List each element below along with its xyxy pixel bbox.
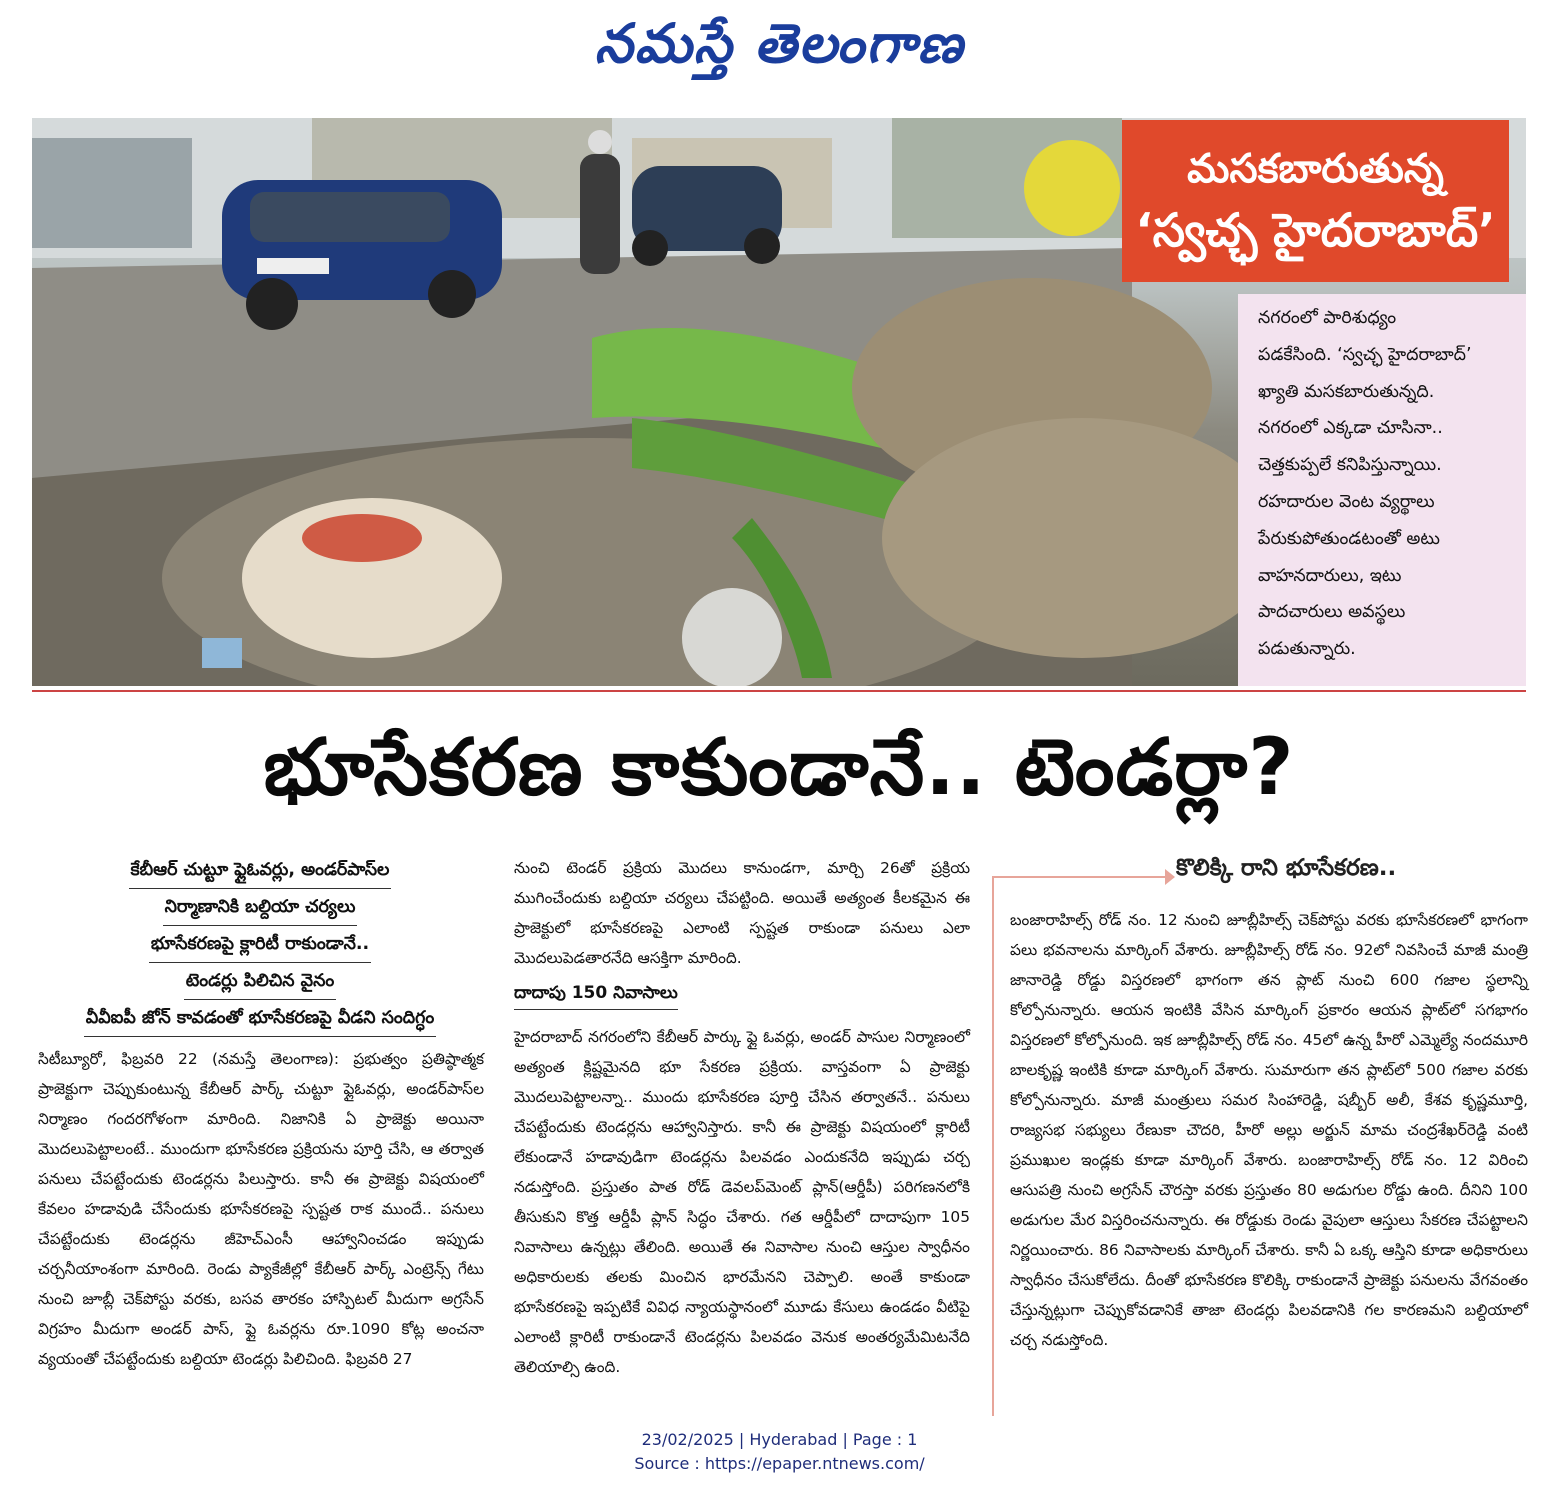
section-divider: [32, 690, 1526, 692]
deck: [40, 852, 480, 1037]
deck-line-text: నిర్మాణానికి బల్దియా చర్యలు: [163, 889, 358, 926]
caption-line: చెత్తకుప్పలే కనిపిస్తున్నాయి.: [1258, 455, 1442, 476]
caption-line: నగరంలో ఎక్కడా చూసినా..: [1258, 418, 1443, 439]
deck-line-text: భూసేకరణపై క్లారిటీ రాకుండానే..: [149, 926, 371, 963]
box-title: కొలిక్కి రాని భూసేకరణ..: [1176, 855, 1397, 881]
article-subhead: దాదాపు 150 నివాసాలు: [514, 983, 678, 1010]
deck-line-text: వీవీఐపీ జోన్ కావడంతో భూసేకరణపై వీడని సందిగ్ధం: [84, 1000, 436, 1037]
masthead-title: నమస్తే తెలంగాణ: [594, 11, 965, 75]
headline-text: భూసేకరణ కాకుండానే.. టెండర్లా?: [263, 722, 1295, 813]
caption-line: పాదచారులు అవస్థలు: [1258, 602, 1406, 623]
article-column-2-top: నుంచి టెండర్ ప్రక్రియ మొదలు కానుండగా, మార్చి 26తో ప్రక్రియ ముగించేందుకు బల్దియా చర్యలు చేపట్టింది. అయితే అత్యంత కీలకమైన ఈ ప్రాజెక్టులో భూసేకరణపై ఎలాంటి స్పష్టత రాకుండా పనులు ఎలా మొదలుపెడతారనేది ఆసక్తిగా మారింది.: [514, 859, 970, 967]
caption-line: నగరంలో పారిశుధ్యం: [1258, 308, 1397, 328]
article-column-1: సిటీబ్యూరో, ఫిబ్రవరి 22 (నమస్తే తెలంగాణ): ప్రభుత్వం ప్రతిష్ఠాత్మక ప్రాజెక్టుగా చెప్పుకుంటున్న కేబీఆర్ పార్క్ చుట్టూ ఫ్లైఓవర్లు, అండర్‌పాస్‌ల నిర్మాణం గందరగోళంగా మారింది. నిజానికి ఏ ప్రాజెక్టు అయినా మొదలుపెట్టాలంటే.. ముందుగా భూసేకరణ ప్రక్రియను పూర్తి చేసి, ఆ తర్వాత పనులు చేపట్టేందుకు టెండర్లను పిలుస్తారు. కానీ ఈ ప్రాజెక్టు విషయంలో కేవలం హడావుడి చేసేందుకు భూసేకరణపై స్పష్టత రాక ముందే.. పనులు చేపట్టేందుకు టెండర్లను జీహెచ్‌ఎంసీ ఆహ్వానించడం ఇప్పుడు చర్చనీయాంశంగా మారింది. రెండు ప్యాకేజీల్లో కేబీఆర్ పార్క్ ఎంట్రెన్స్ గేటు నుంచి జూబ్లీ చెక్‌పోస్టు వరకు, బసవ తారకం హాస్పిటల్ మీదుగా అగ్రసేన్ విగ్రహం మీదుగా అండర్ పాస్, ఫ్లై ఓవర్లను రూ.1090 కోట్ల అంచనా వ్యయంతో చేపట్టేందుకు బల్దియా టెండర్లు పిలిచింది. ఫిబ్రవరి 27: [38, 1050, 484, 1368]
caption-line: పేరుకుపోతుండటంతో అటు: [1258, 528, 1440, 549]
deck-line-text: టెండర్లు పిలిచిన వైనం: [184, 963, 337, 1000]
arrow-right-icon: [1165, 869, 1175, 885]
deck-line: [40, 852, 480, 889]
page-footer: [0, 1428, 1559, 1476]
deck-line: [40, 1000, 480, 1037]
caption-line: పడుతున్నారు.: [1258, 639, 1356, 660]
caption-line: ఖ్యాతి మసకబారుతున్నది.: [1258, 381, 1435, 402]
deck-line-text: కేబీఆర్ చుట్టూ ఫ్లైఓవర్లు, అండర్‌పాస్‌ల: [129, 852, 392, 889]
deck-line: [40, 926, 480, 963]
footer-source-line[interactable]: Source : https://epaper.ntnews.com/: [634, 1454, 925, 1473]
kicker-line-1: మసకబారుతున్న: [1187, 146, 1444, 192]
caption-line: పడకేసింది. ‘స్వచ్ఛ హైదరాబాద్’: [1258, 344, 1472, 365]
kicker-line-2: ‘స్వచ్ఛ హైదరాబాద్’: [1135, 203, 1496, 257]
article-column-3: బంజారాహిల్స్ రోడ్ నం. 12 నుంచి జూబ్లీహిల్స్ చెక్‌పోస్టు వరకు భూసేకరణలో భాగంగా పలు భవనాలను మార్కింగ్ వేశారు. జూబ్లీహిల్స్ రోడ్ నం. 92లో నివసించే మాజీ మంత్రి జానారెడ్డి రోడ్డు విస్తరణలో భాగంగా తన ప్లాట్ నుంచి 600 గజాల స్థలాన్ని కోల్పోనున్నారు. ఆయన ఇంటికి వేసిన మార్కింగ్ ప్రకారం ఆయన ప్లాట్‌లో సగభాగం విస్తరణలో కోల్పోనుంది. ఇక జూబ్లీహిల్స్ రోడ్ నం. 45లో ఉన్న హీరో ఎమ్మెల్యే నందమూరి బాలకృష్ణ ఇంటికి కూడా మార్కింగ్ వేశారు. సుమారుగా తన ప్లాట్‌లో 500 గజాల వరకు కోల్పోనున్నారు. మాజీ మంత్రులు సమర సింహారెడ్డి, షబ్బీర్ అలీ, కేశవ కృష్ణమూర్తి, రాజ్యసభ సభ్యులు రేణుకా చౌదరి, హీరో అల్లు అర్జున్ మామ చంద్రశేఖర్‌రెడ్డి వంటి ప్రముఖుల ఇండ్లకు కూడా మార్కింగ్ వేశారు. బంజారాహిల్స్ రోడ్ నం. 12 విరించి ఆసుపత్రి నుంచి అగ్రసేన్ చౌరస్తా వరకు ప్రస్తుతం 80 అడుగుల రోడ్డు ఉంది. దీనిని 100 అడుగుల మేర విస్తరించనున్నారు. ఈ రోడ్డుకు రెండు వైపులా ఆస్తులు సేకరణ చేపట్టాలని నిర్ణయించారు. 86 నివాసాలకు మార్కింగ్ చేశారు. కానీ ఏ ఒక్క ఆస్తిని కూడా అధికారులు స్వాధీనం చేసుకోలేదు. దీంతో భూసేకరణ కొలిక్కి రాకుండానే ప్రాజెక్టు పనులను వేగవంతం చేస్తున్నట్లుగా చెప్పుకోవడానికే తాజా టెండర్లు పిలవడానికి గల కారణమని బల్దియాలో చర్చ నడుస్తోంది.: [1010, 911, 1528, 1349]
box-frame-horizontal: [992, 876, 1170, 878]
headline: [32, 702, 1526, 852]
caption-line: వాహనదారులు, ఇటు: [1258, 565, 1402, 586]
deck-line: [40, 889, 480, 926]
kicker-box: [1122, 120, 1509, 282]
photo-caption-box: [1238, 294, 1526, 686]
deck-line: [40, 963, 480, 1000]
box-frame-vertical: [992, 876, 994, 1416]
footer-date-line: 23/02/2025 | Hyderabad | Page : 1: [641, 1430, 918, 1449]
masthead: [0, 0, 1559, 100]
article-column-2-bottom: హైదరాబాద్ నగరంలోని కేబీఆర్ పార్కు ఫ్లై ఓవర్లు, అండర్ పాసుల నిర్మాణంలో అత్యంత క్లిష్టమైనది భూ సేకరణ ప్రక్రియ. వాస్తవంగా ఏ ప్రాజెక్టు మొదలుపెట్టాలన్నా.. ముందు భూసేకరణ పూర్తి చేసిన తర్వాతనే.. పనులు చేపట్టేందుకు టెండర్లను ఆహ్వానిస్తారు. కానీ ఈ ప్రాజెక్టు విషయంలో క్లారిటీ లేకుండానే హడావుడిగా టెండర్లను పిలవడం ఎందుకనేది ఇప్పుడు చర్చ నడుస్తోంది. ప్రస్తుతం పాత రోడ్ డెవలప్‌మెంట్ ప్లాన్(ఆర్డీపీ) పరిగణనలోకి తీసుకుని కొత్త ఆర్డీపీ ప్లాన్ సిద్ధం చేశారు. గత ఆర్డీపీలో దాదాపుగా 105 నివాసాలు ఉన్నట్లు తేలింది. అయితే ఈ నివాసాల నుంచి ఆస్తుల స్వాధీనం అధికారులకు తలకు మించిన భారమేనని చెప్పాలి. అంతే కాకుండా భూసేకరణపై ఇప్పటికే వివిధ న్యాయస్థానంలో మూడు కేసులు ఉండడం వీటిపై ఎలాంటి క్లారిటీ రాకుండానే టెండర్లను పిలవడం వెనుక అంతర్యమేమిటనేది తెలియాల్సి ఉంది.: [514, 1028, 970, 1376]
caption-line: రహదారుల వెంట వ్యర్థాలు: [1258, 491, 1435, 512]
